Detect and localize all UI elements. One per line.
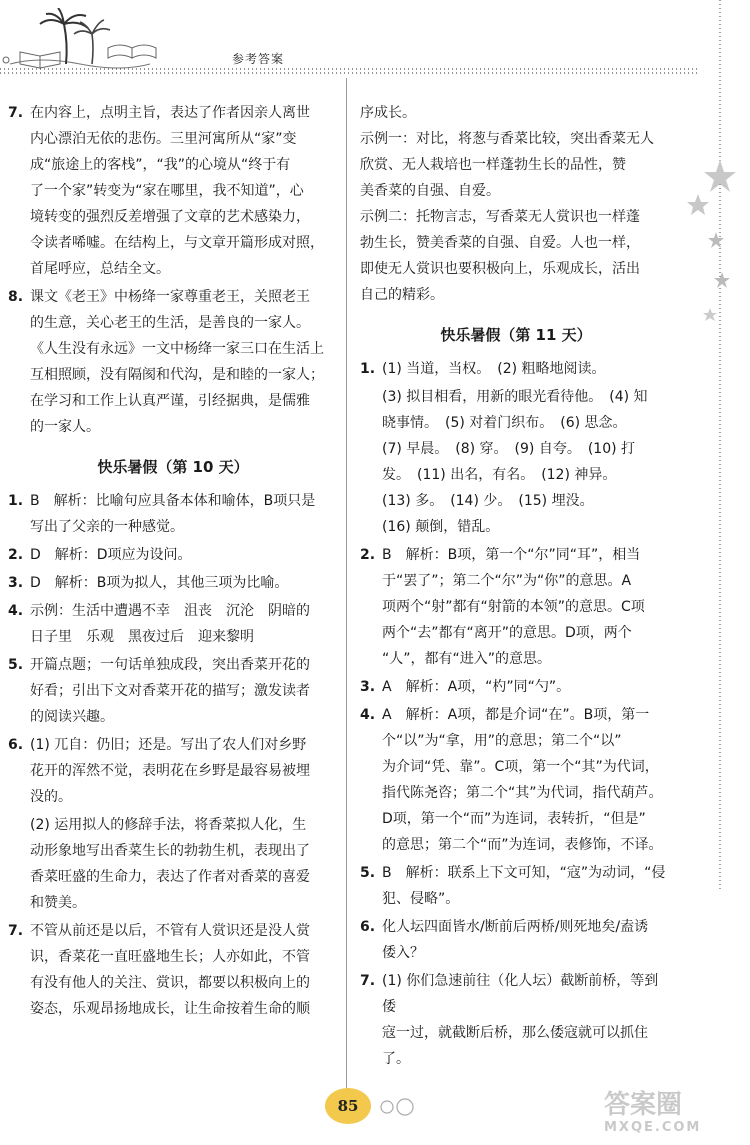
answer-item: 4. 示例：生活中遭遇不幸 沮丧 沉沦 阴暗的 日子里 乐观 黑夜过后 迎来黎明	[8, 603, 310, 645]
answer-continuation: 序成长。 示例一：对比，将葱与香菜比较，突出香菜无人 欣赏、无人栽培也一样蓬勃生长的品性，赞 美香菜的自强、自爱。 示例二：托物言志，写香菜无人赏识也一样蓬 勃生长，赞美香菜的自强、自爱。人也一样， 即使无人赏识也要积极向上，乐观成长，活出 自己的精彩。	[360, 105, 654, 303]
header-title: 参考答案	[232, 52, 285, 66]
page-header	[0, 0, 750, 80]
section-title: 快乐暑假（第 10 天）	[97, 458, 249, 476]
answer-item: 6. (1) 兀自：仍旧；还是。写出了农人们对乡野 花开的浑然不觉，表明花在乡野是最容易被埋 没的。	[8, 737, 310, 805]
answer-item: 3. A 解析：A项，“杓”同“勺”。	[360, 679, 571, 695]
watermark: 答案圈 MXQE.COM	[604, 1090, 702, 1135]
answer-item: 7. 在内容上，点明主旨，表达了作者因亲人离世 内心漂泊无依的悲伤。三里河寓所从“家”变 成“旅途上的客栈”，“我”的心境从“终于有 了一个家”转变为“家在哪里，我不知道”，心 境转变的强烈反差增强了文章的艺术感染力， 令读者唏嘘。在结构上，与文章开篇形成对照， 首尾呼应，总结全文。	[8, 105, 324, 277]
answer-item: 7. 不管从前还是以后，不管有人赏识还是没人赏 识，香菜花一直旺盛地生长；人亦如此，不管 有没有他人的关注、赏识，都要以积极向上的 姿态，乐观昂扬地成长，让生命按着生命的顺	[8, 923, 310, 1017]
answer-continuation: (3) 拟目相看，用新的眼光看待他。 (4) 知 晓事情。 (5) 对着门织布。 (6) 思念。 (7) 早晨。 (8) 穿。 (9) 自夸。 (10) 打 发。 (11) 出名，有名。 (12) 神异。 (13) 多。 (14) 少。 (15) 埋没。 (16) 颠倒，错乱。	[382, 389, 648, 535]
answer-item: 4. A 解析：A项，都是介词“在”。B项，第一 个“以”为“拿，用”的意思；第二个“以” 为介词“凭、靠”。C项，第一个“其”为代词， 指代陈尧咨；第二个“其”为代词，指代葫芦。 D项，第一个“而”为连词，表转折，“但是” 的意思；第二个“而”为连词，表修饰，不译。	[360, 707, 663, 853]
answer-item: 8. 课文《老王》中杨绛一家尊重老王，关照老王 的生意，关心老王的生活，是善良的一家人。 《人生没有永远》一文中杨绛一家三口在生活上 互相照顾，没有隔阂和代沟，是和睦的一家人； 在学习和工作上认真严谨，引经据典，是儒雅 的一家人。	[8, 289, 324, 435]
stars-decoration	[680, 150, 740, 330]
answer-continuation: (2) 运用拟人的修辞手法，将香菜拟人化，生 动形象地写出香菜生长的勃勃生机，表现出了 香菜旺盛的生命力，表达了作者对香菜的喜爱 和赞美。	[30, 817, 310, 911]
answer-item: 2. B 解析：B项，第一个“尔”同“耳”，相当 于“罢了”；第二个“尔”为“你”的意思。A 项两个“射”都有“射箭的本领”的意思。C项 两个“去”都有“离开”的意思。D项，两个 “人”，都有“进入”的意思。	[360, 547, 645, 667]
left-column	[8, 100, 338, 1024]
page-number: 85	[325, 1088, 371, 1124]
answer-item: 3. D 解析：B项为拟人，其他三项为比喻。	[8, 575, 289, 591]
column-divider	[346, 78, 347, 1098]
right-column	[360, 100, 672, 1074]
answer-item: 7. (1) 你们急速前往（化人坛）截断前桥，等到倭 寇一过，就截断后桥，那么倭寇就可以抓住了。	[360, 973, 659, 1067]
section-title: 快乐暑假（第 11 天）	[440, 326, 592, 344]
palm-tree-book-icon	[0, 8, 160, 74]
answer-item: 5. 开篇点题；一句话单独成段，突出香菜开花的 好看；引出下文对香菜开花的描写；激发读者 的阅读兴趣。	[8, 657, 310, 725]
answer-item: 5. B 解析：联系上下文可知，“寇”为动词，“侵 犯、侵略”。	[360, 865, 666, 907]
right-dotted-rule	[718, 0, 722, 890]
answer-item: 2. D 解析：D项应为设问。	[8, 547, 192, 563]
answer-item: 6. 化人坛四面皆水/断前后两桥/则死地矣/盍诱 倭入？	[360, 919, 649, 961]
decorative-circles	[378, 1096, 418, 1118]
answer-item: 1. B 解析：比喻句应具备本体和喻体，B项只是 写出了父亲的一种感觉。	[8, 493, 316, 535]
answer-item: 1. (1) 当道，当权。 (2) 粗略地阅读。	[360, 361, 606, 377]
header-dotted-rule	[0, 68, 700, 74]
